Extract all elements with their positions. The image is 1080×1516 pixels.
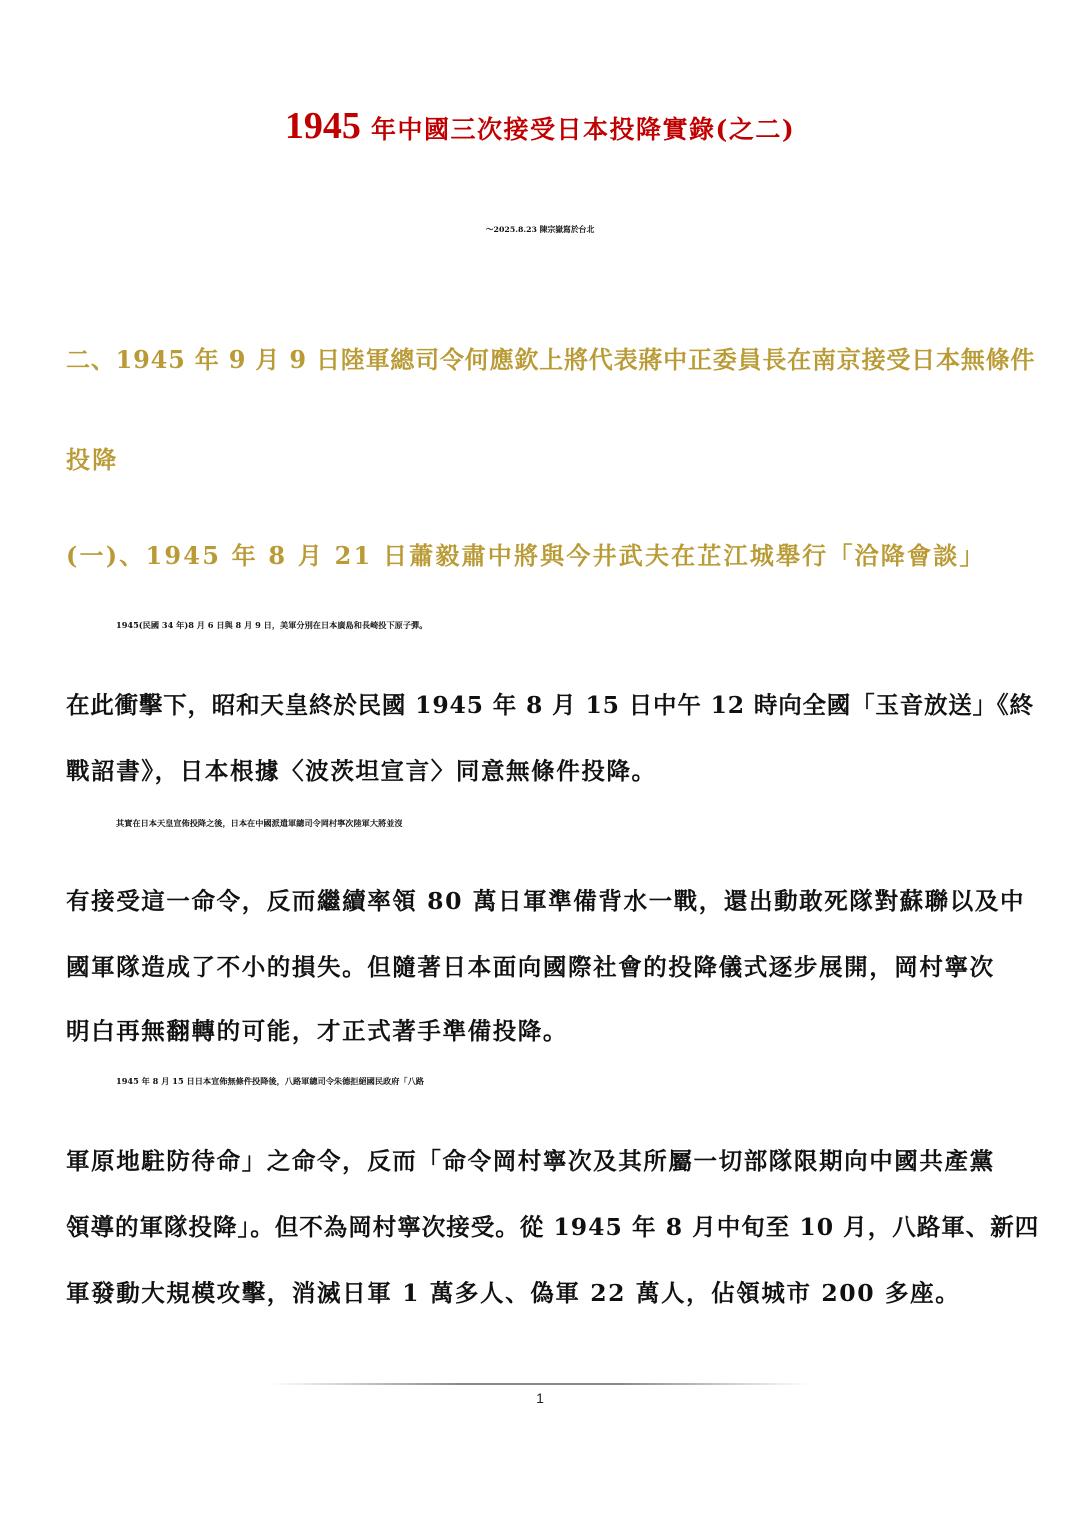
paragraph-2-line-4: 明白再無翻轉的可能，才正式著手準備投降。 [66,1017,568,1045]
page-number: 1 [536,1390,544,1406]
subheading: (一)、1945 年 8 月 21 日蕭毅肅中將與今井武夫在芷江城舉行「洽降會談」 [66,541,986,570]
section-heading-line-1: 二、1945 年 9 月 9 日陸軍總司令何應欽上將代表蔣中正委員長在南京接受日本無條件 [66,345,1036,374]
paragraph-3-line-2: 軍原地駐防待命」之命令，反而「命令岡村寧次及其所屬一切部隊限期向中國共產黨 [66,1147,995,1175]
document-title [0,104,1080,148]
paragraph-2-line-1: 其實在日本天皇宣佈投降之後，日本在中國派遣軍總司令岡村寧次陸軍大將並沒 [116,818,403,828]
paragraph-3-line-4: 軍發動大規模攻擊，消滅日軍 1 萬多人、偽軍 22 萬人，佔領城市 200 多座。 [66,1279,961,1307]
paragraph-3-line-3: 領導的軍隊投降」。但不為岡村寧次接受。從 1945 年 8 月中旬至 10 月，八路軍、新四 [66,1213,1040,1241]
paragraph-2-line-3: 國軍隊造成了不小的損失。但隨著日本面向國際社會的投降儀式逐步展開，岡村寧次 [66,953,995,981]
paragraph-1-line-2: 在此衝擊下，昭和天皇終於民國 1945 年 8 月 15 日中午 12 時向全國「玉音放送」《終 [66,691,1034,719]
title-text: 年中國三次接受日本投降實錄(之二) [360,115,796,144]
paragraph-2-line-2: 有接受這一命令，反而繼續率領 80 萬日軍準備背水一戰，還出動敢死隊對蘇聯以及中 [66,887,1026,915]
paragraph-3-line-1: 1945 年 8 月 15 日日本宣佈無條件投降後，八路軍總司令朱德拒絕國民政府「八路 [116,1076,424,1086]
paragraph-1-line-3: 戰詔書》，日本根據〈波茨坦宣言〉同意無條件投降。 [66,757,657,785]
footer-divider [270,1383,810,1385]
section-heading-line-2: 投降 [66,445,119,474]
byline: ～2025.8.23 陳宗嶽寫於台北 [485,225,595,234]
paragraph-1-line-1: 1945(民國 34 年)8 月 6 日與 8 月 9 日，美軍分別在日本廣島和長崎投下原子彈。 [116,620,428,630]
title-year: 1945 [284,105,361,147]
